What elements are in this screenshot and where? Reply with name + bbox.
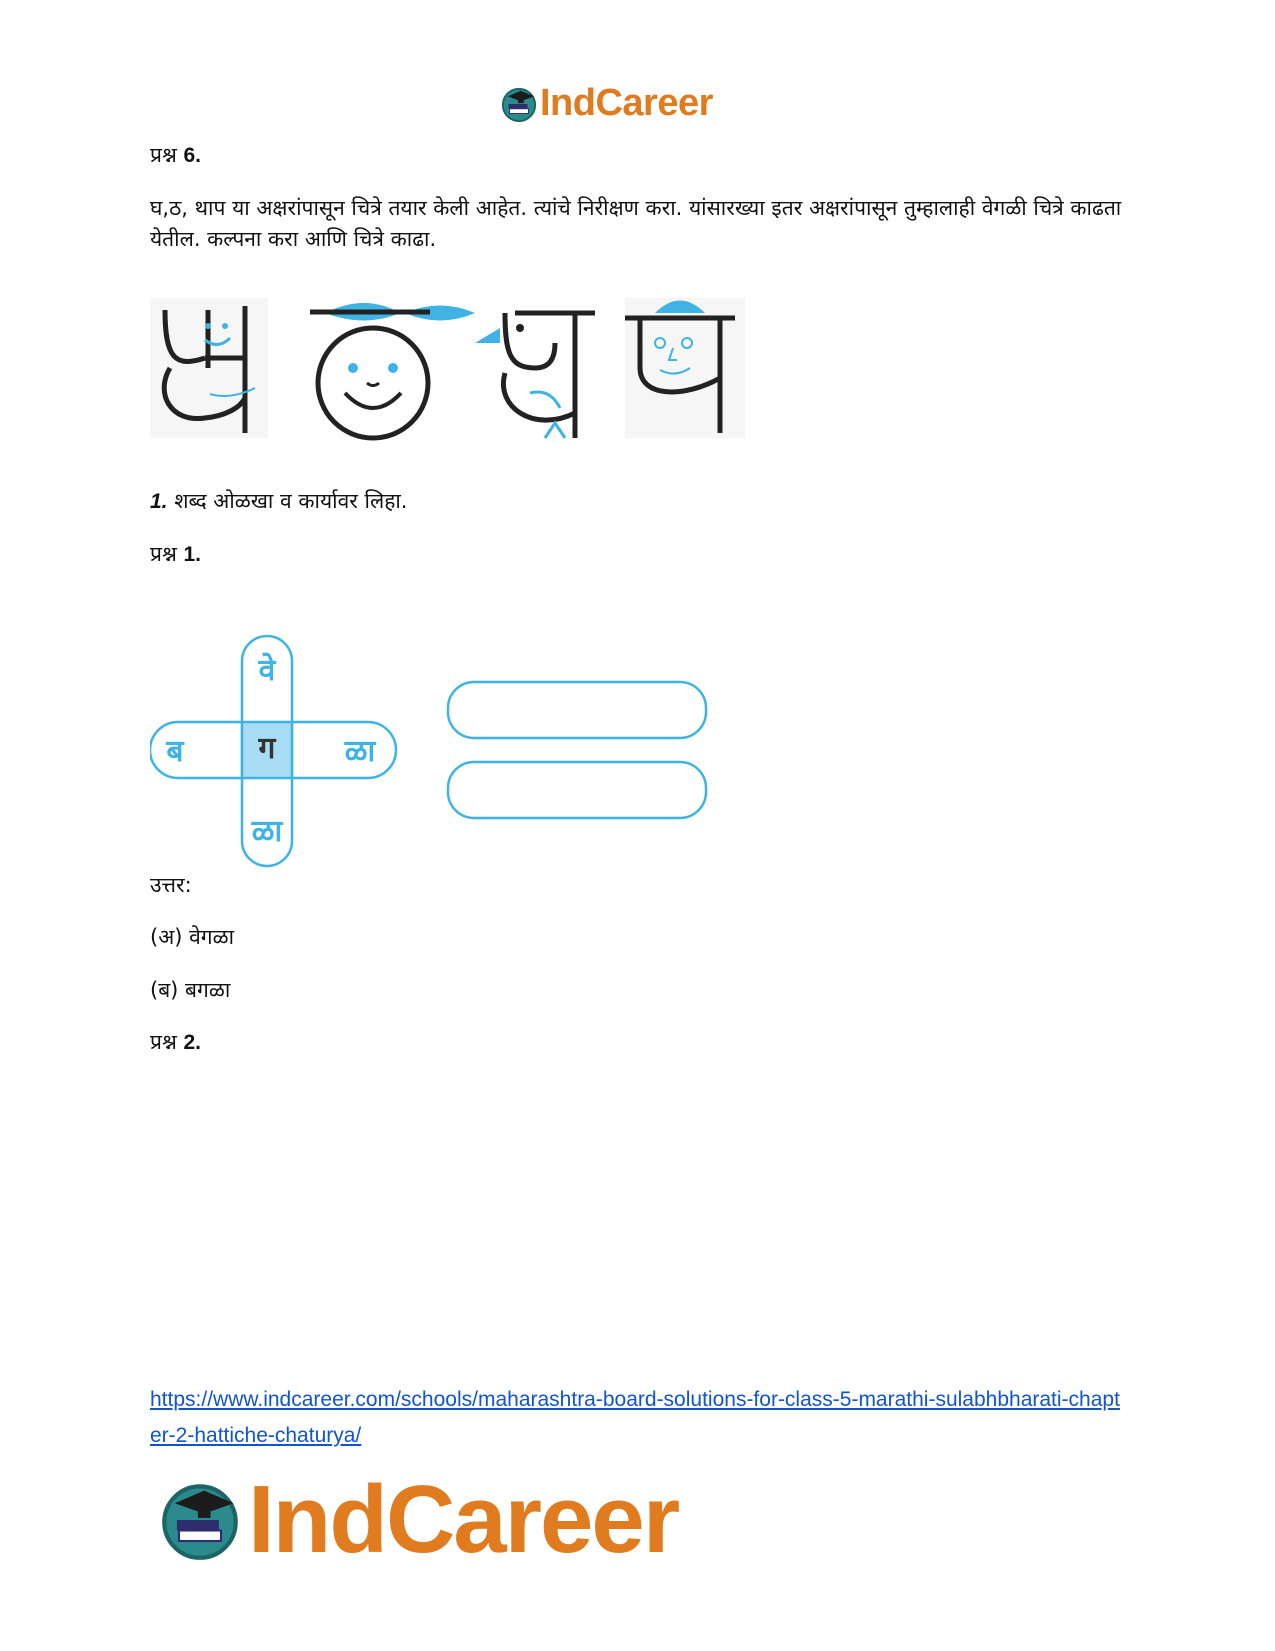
section-title: शब्द ओळखा व कार्यावर लिहा.: [174, 489, 408, 513]
question-1-label: [150, 539, 201, 570]
section-number: 1.: [150, 490, 168, 513]
brand-name: IndCareer: [540, 82, 713, 124]
globe-book-icon: [158, 1478, 242, 1562]
indcareer-logo-top: [500, 82, 713, 125]
letter-gha-drawing: [150, 298, 268, 438]
answer-box-1: [448, 682, 706, 738]
question-number: 6.: [183, 144, 201, 167]
indcareer-logo-bottom: [158, 1465, 678, 1575]
question-2-label: [150, 1027, 201, 1058]
globe-book-icon: [500, 85, 538, 123]
question-word: प्रश्न: [150, 143, 177, 167]
letter-pa-drawing: [625, 298, 745, 438]
letter-thha-drawing: [475, 313, 595, 438]
answer-a: (अ) वेगळा: [150, 925, 235, 949]
section-1-heading: [150, 486, 407, 517]
answer-label: उत्तर:: [150, 873, 192, 897]
question-number: 2.: [183, 1031, 201, 1054]
brand-name: IndCareer: [248, 1466, 679, 1573]
puzzle-bottom-cell: ळा: [251, 814, 283, 849]
footer-url-link[interactable]: https://www.indcareer.com/schools/maharashtra-board-solutions-for-class-5-marathi-sulabhbharati-chapter-2-hattiche-chaturya/: [150, 1388, 1120, 1447]
answer-box-2: [448, 762, 706, 818]
word-cross-puzzle: [150, 628, 750, 888]
question-6-label: [150, 140, 201, 171]
question-6-text: घ,ठ, थाप या अक्षरांपासून चित्रे तयार केली आहेत. त्यांचे निरीक्षण करा. यांसारख्या इतर अक्षरांपासून तुम्हालाही वेगळी चित्रे काढता येतील. कल्पना करा आणि चित्रे काढा.: [150, 196, 1122, 251]
question-number: 1.: [183, 543, 201, 566]
answer-b: (ब) बगळा: [150, 978, 231, 1002]
puzzle-right-cell: ळा: [344, 734, 376, 769]
puzzle-center-cell: ग: [258, 731, 276, 766]
letter-drawings: [150, 298, 785, 458]
question-word: प्रश्न: [150, 1030, 177, 1054]
question-word: प्रश्न: [150, 542, 177, 566]
letter-tha-drawing: [310, 303, 475, 438]
puzzle-top-cell: वे: [258, 653, 276, 688]
puzzle-left-cell: ब: [166, 734, 184, 769]
